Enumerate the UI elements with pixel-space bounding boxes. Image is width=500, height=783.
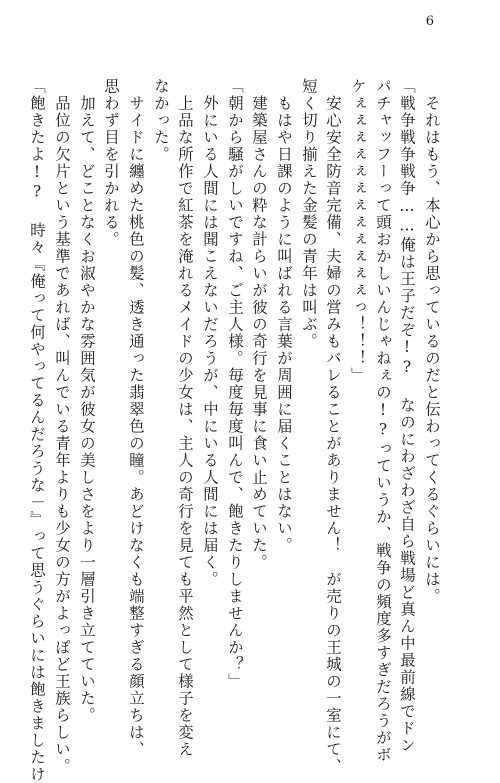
text-line: なかった。 [152, 78, 170, 163]
text-line: 品位の欠片という基準であれば、叫んでいる青年よりも少女の方がよっぽど王族らしい。 [53, 78, 71, 775]
text-line: もはや日課のように叫ばれる言葉が周囲に届くことはない。 [275, 78, 293, 554]
text-line: 建築屋さんの粋な計らいが彼の奇行を見事に食い止めていた。 [250, 78, 268, 571]
text-line: 加えて、どことなくお淑やかな雰囲気が彼女の美しさをより一層引き立てていた。 [78, 78, 96, 724]
page-number: 6 [425, 14, 434, 29]
text-line: 「戦争戦争戦争……俺は王子だぞ!? なのにわざわざ自ら戦場ど真ん中最前線でドン [398, 78, 416, 754]
text-line: 外にいる人間には聞こえないだろうが、中にいる人間には届く。 [201, 78, 219, 588]
text-line: 思わず目を引かれる。 [102, 78, 120, 248]
text-line: それはもう、本心から思っているのだと伝わってくるぐらいには。 [423, 78, 441, 605]
text-line: 安心安全防音完備、夫婦の営みもバレることがありません！ が売りの王城の一室にて、 [324, 78, 342, 775]
text-line: 「朝から騒がしいですね、ご主人様。毎度毎度叫んで、飽きたりしませんか？」 [226, 78, 244, 690]
text-line: 上品な所作で紅茶を淹れるメイドの少女は、主人の奇行を見ても平然として様子を変え [176, 78, 194, 758]
text-line: 「飽きたよ!? 時々『俺って何やってるんだろうな－』って思うぐらいには飽きましたけ [28, 78, 46, 783]
text-line: サイドに纏めた桃色の髪、透き通った翡翠色の瞳。あどけなくも端整すぎる顔立ちは、 [127, 78, 145, 758]
novel-text-body [0, 78, 500, 783]
text-line: 短く切り揃えた金髪の青年は叫ぶ。 [300, 78, 318, 350]
text-line: パチャッフーって頭おかしいんじゃねぇの!?っていうか、戦争の頻度多すぎだろうがボ [374, 78, 392, 764]
text-line: ケぇぇぇぇぇぇぇぇぇぇぇぇっ！！！」 [349, 78, 367, 384]
